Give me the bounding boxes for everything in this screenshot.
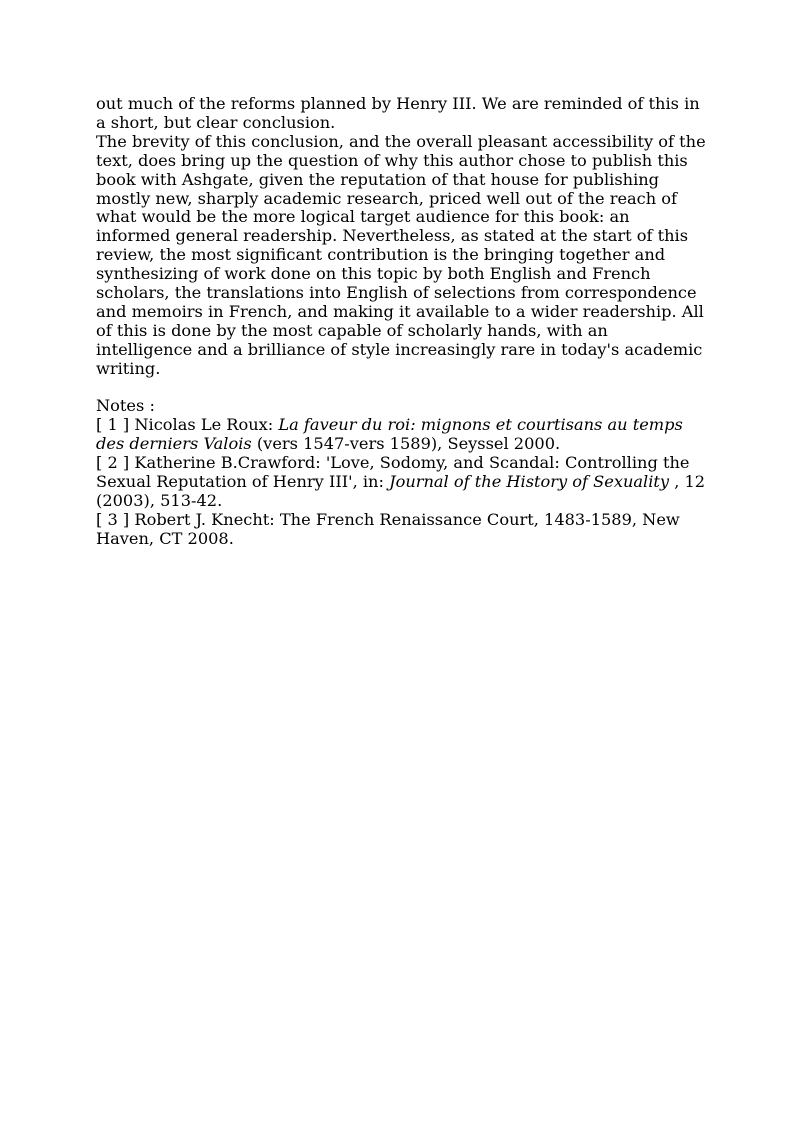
footnote-italic-title: Journal of the History of Sexuality [389,472,675,492]
footnote-3 [96,511,708,549]
document-page [96,95,708,549]
footnote-2 [96,454,708,511]
body-paragraph-2: The brevity of this conclusion, and the overall pleasant accessibility of the text, does bring up the question of why this author chose to publish this book with Ashgate, given the reputation of that house for publishing mostly new, sharply academic research, priced well out of the reach of what would be the more logical target audience for this book: an informed general readership. Nevertheless, as stated at the start of this review, the most significant contribution is the bringing together and synthesizing of work done on this topic by both English and French scholars, the translations into English of selections from correspondence and memoirs in French, and making it available to a wider readership. All of this is done by the most capable of scholarly hands, with an intelligence and a brilliance of style increasingly rare in today's academic writing. [96,131,706,378]
footnote-marker: [ 1 ] [96,415,130,435]
footnote-marker: [ 3 ] [96,509,130,529]
paragraph-spacer [96,379,708,398]
footnote-1 [96,416,708,454]
footnote-italic-title: La faveur du roi: mignons et courtisans au temps des derniers Valois [96,415,683,454]
footnote-text: Nicolas Le Roux: [134,415,279,435]
notes-heading: Notes : [96,396,155,416]
footnote-text: Robert J. Knecht: The French Renaissance Court, 1483-1589, New Haven, CT 2008. [96,509,680,548]
footnote-text-after: (vers 1547-vers 1589), Seyssel 2000. [251,434,561,454]
footnote-text-after: , 12 (2003), 513-42. [96,472,706,511]
footnote-text: Katherine B.Crawford: 'Love, Sodomy, and Scandal: Controlling the Sexual Reputation of Henry III', in: [96,453,690,492]
body-paragraph-1: out much of the reforms planned by Henry III. We are reminded of this in a short, but clear conclusion. [96,94,700,132]
footnote-marker: [ 2 ] [96,453,130,473]
